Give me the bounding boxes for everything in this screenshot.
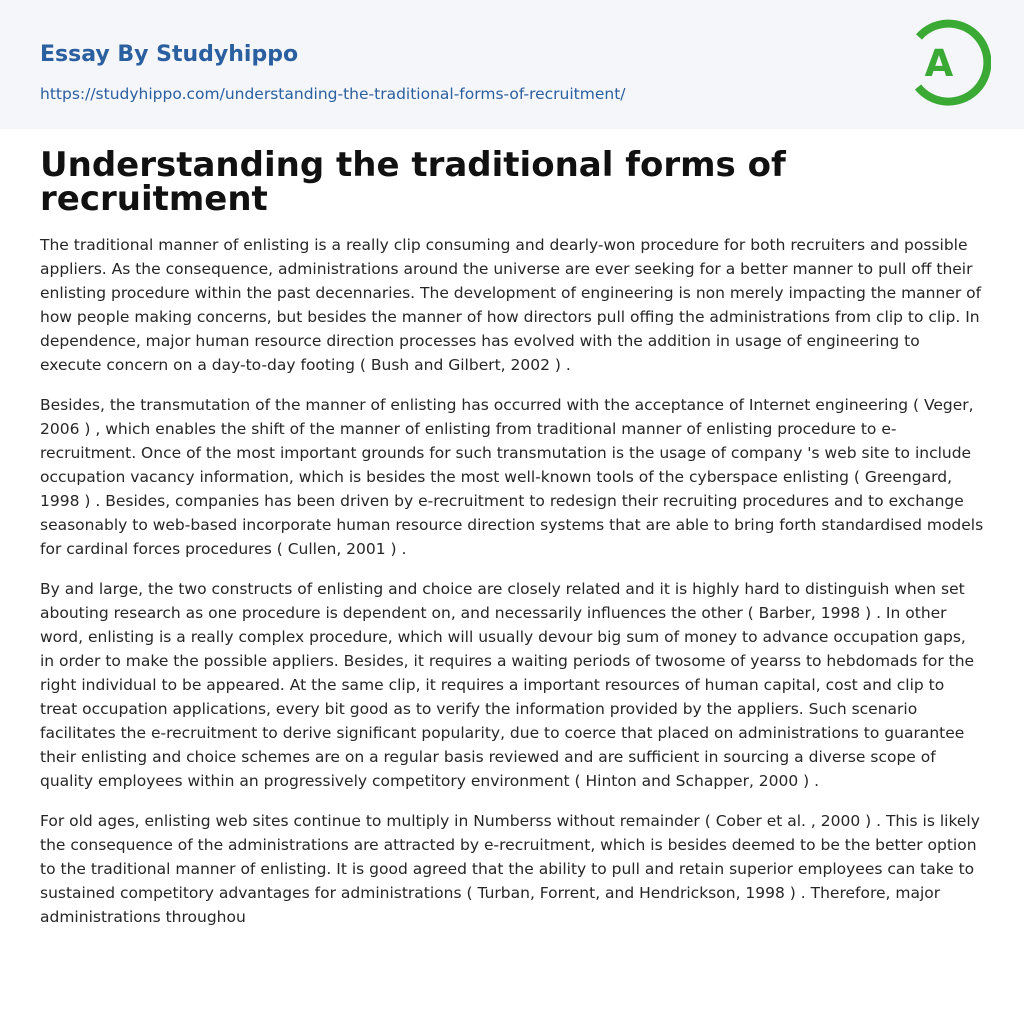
article [40, 145, 984, 945]
studyhippo-logo-icon[interactable] [905, 17, 991, 107]
article-paragraph-4: For old ages, enlisting web sites continue to multiply in Numberss without remainder ( Cober et al. , 2000 ) . This is likely the consequence of the administrations are attracted by e-recruitment, which is besides deemed to be the better option to the traditional manner of enlisting. It is good agreed that the ability to pull and retain superior employees can take to sustained competitory advantages for administrations ( Turban, Forrent, and Hendrickson, 1998 ) . Therefore, major administrations throughou [40, 812, 980, 926]
source-url-link[interactable]: https://studyhippo.com/understanding-the-traditional-forms-of-recruitment/ [40, 85, 626, 103]
logo-letter: A [924, 42, 954, 85]
article-title: Understanding the traditional forms of recruitment [40, 145, 786, 219]
article-paragraph-2: Besides, the transmutation of the manner of enlisting has occurred with the acceptance of Internet engineering ( Veger, 2006 ) , which enables the shift of the manner of enlisting from traditional manner of enlisting procedure to e-recruitment. Once of the most important grounds for such transmutation is the usage of company 's web site to include occupation vacancy information, which is besides the most well-known tools of the cyberspace enlisting ( Greengard, 1998 ) . Besides, companies has been driven by e-recruitment to redesign their recruiting procedures and to exchange seasonably to web-based incorporate human resource direction systems that are able to bring forth standardised models for cardinal forces procedures ( Cullen, 2001 ) . [40, 396, 984, 558]
brand-title[interactable]: Essay By Studyhippo [40, 42, 299, 67]
site-header [0, 0, 1024, 129]
article-paragraph-1: The traditional manner of enlisting is a really clip consuming and dearly-won procedure for both recruiters and possible appliers. As the consequence, administrations around the universe are ever seeking for a better manner to pull off their enlisting procedure within the past decennaries. The development of engineering is non merely impacting the manner of how people making concerns, but besides the manner of how directors pull offing the administrations from clip to clip. In dependence, major human resource direction processes has evolved with the addition in usage of engineering to execute concern on a day-to-day footing ( Bush and Gilbert, 2002 ) . [40, 236, 982, 374]
article-paragraph-3: By and large, the two constructs of enlisting and choice are closely related and it is highly hard to distinguish when set abouting research as one procedure is dependent on, and necessarily influences the other ( Barber, 1998 ) . In other word, enlisting is a really complex procedure, which will usually devour big sum of money to advance occupation gaps, in order to make the possible appliers. Besides, it requires a waiting periods of twosome of yearss to hebdomads for the right individual to be appeared. At the same clip, it requires a important resources of human capital, cost and clip to treat occupation applications, every bit good as to verify the information provided by the appliers. Such scenario facilitates the e-recruitment to derive significant popularity, due to coerce that placed on administrations to guarantee their enlisting and choice schemes are on a regular basis reviewed and are sufficient in sourcing a diverse scope of quality employees within an progressively competitory environment ( Hinton and Schapper, 2000 ) . [40, 580, 975, 790]
